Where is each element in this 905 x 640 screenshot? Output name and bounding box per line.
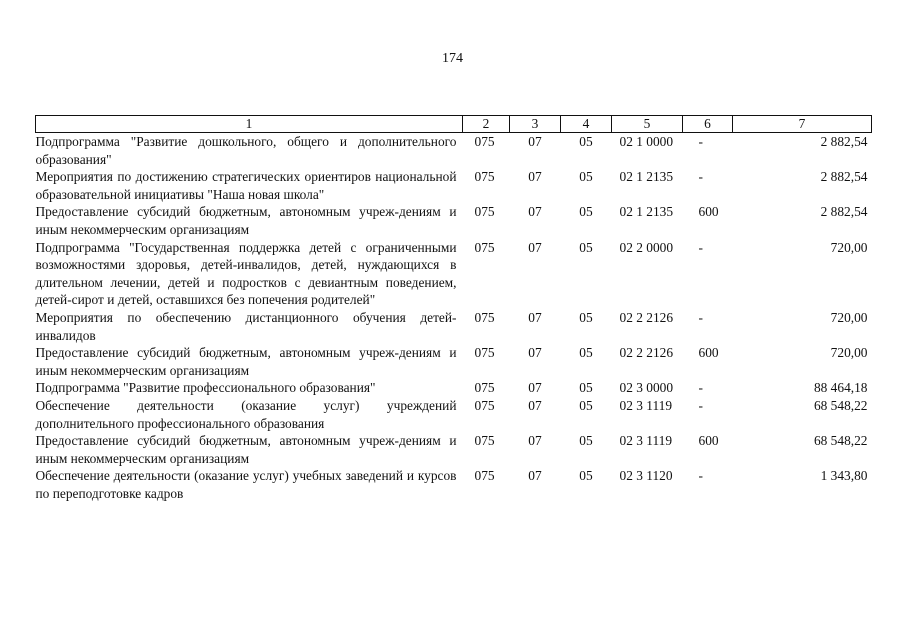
row-name: Мероприятия по достижению стратегических ориентиров национальной образовательной инициативы "Наша новая школа": [35, 169, 457, 202]
table-row: [36, 344, 872, 379]
row-target-code: 02 3 0000: [619, 380, 674, 396]
row-expense-type: -: [698, 309, 703, 325]
row-ministry-code: 075: [474, 134, 495, 149]
row-subsection-code: 05: [579, 204, 593, 220]
row-subsection-code: 05: [579, 468, 593, 484]
header-col-6: 6: [683, 116, 733, 133]
row-section-code: 07: [528, 169, 542, 185]
header-col-4: 4: [561, 116, 612, 133]
table-row: [36, 239, 872, 309]
row-expense-type: 600: [698, 345, 719, 361]
row-section-code: 07: [528, 134, 542, 149]
row-target-code: 02 1 2135: [619, 204, 674, 220]
row-ministry-code: 075: [474, 309, 495, 325]
row-expense-type: 600: [698, 433, 719, 449]
row-expense-type: -: [698, 134, 703, 149]
row-ministry-code: 075: [474, 239, 495, 255]
row-target-code: 02 2 2126: [619, 345, 674, 361]
row-target-code: 02 1 0000: [619, 134, 674, 149]
table-row: [36, 379, 872, 397]
row-subsection-code: 05: [579, 134, 593, 149]
row-amount: 2 882,54: [820, 134, 868, 149]
row-section-code: 07: [528, 433, 542, 449]
row-section-code: 07: [528, 397, 542, 413]
row-name: Предоставление субсидий бюджетным, автономным учреж-дениям и иным некоммерческим организациям: [35, 433, 457, 466]
row-subsection-code: 05: [579, 169, 593, 185]
row-name: Предоставление субсидий бюджетным, автономным учреж-дениям и иным некоммерческим организациям: [35, 345, 457, 378]
row-section-code: 07: [528, 345, 542, 361]
row-section-code: 07: [528, 309, 542, 325]
row-name: Подпрограмма "Государственная поддержка детей с ограниченными возможностями здоровья, детей-инвалидов, детей, нуждающихся в длительном лечении, детей и подростков с девиантным поведением, детей-сирот и детей, оставшихся без попечения родителей": [35, 239, 457, 308]
row-name: Предоставление субсидий бюджетным, автономным учреж-дениям и иным некоммерческим организациям: [35, 204, 457, 237]
row-amount: 720,00: [830, 239, 868, 255]
header-col-7: 7: [733, 116, 872, 133]
row-name: Подпрограмма "Развитие профессионального образования": [35, 380, 376, 396]
table-row: [36, 133, 872, 169]
row-amount: 2 882,54: [820, 204, 868, 220]
row-target-code: 02 1 2135: [619, 169, 674, 185]
row-ministry-code: 075: [474, 397, 495, 413]
row-amount: 720,00: [830, 345, 868, 361]
row-expense-type: -: [698, 169, 703, 185]
row-name: Подпрограмма "Развитие дошкольного, общего и дополнительного образования": [35, 134, 457, 167]
table-row: [36, 467, 872, 502]
row-expense-type: 600: [698, 204, 719, 220]
row-amount: 68 548,22: [813, 433, 868, 449]
row-name: Обеспечение деятельности (оказание услуг) учебных заведений и курсов по переподготовке кадров: [35, 468, 457, 501]
table-row: [36, 397, 872, 432]
row-expense-type: -: [698, 468, 703, 484]
row-target-code: 02 3 1119: [619, 433, 673, 449]
row-section-code: 07: [528, 468, 542, 484]
header-col-2: 2: [463, 116, 510, 133]
row-section-code: 07: [528, 204, 542, 220]
row-subsection-code: 05: [579, 309, 593, 325]
row-ministry-code: 075: [474, 433, 495, 449]
header-col-1: 1: [36, 116, 463, 133]
header-col-3: 3: [510, 116, 561, 133]
table-row: [36, 432, 872, 467]
row-ministry-code: 075: [474, 468, 495, 484]
row-ministry-code: 075: [474, 345, 495, 361]
row-target-code: 02 3 1120: [619, 468, 673, 484]
page-number: 174: [442, 51, 463, 66]
table-row: [36, 203, 872, 238]
row-section-code: 07: [528, 239, 542, 255]
row-subsection-code: 05: [579, 397, 593, 413]
row-name: Мероприятия по обеспечению дистанционного обучения детей-инвалидов: [35, 309, 457, 343]
row-amount: 88 464,18: [813, 380, 868, 396]
budget-table: [35, 115, 872, 502]
row-amount: 68 548,22: [813, 397, 868, 413]
row-ministry-code: 075: [474, 380, 495, 396]
row-target-code: 02 2 2126: [619, 309, 674, 325]
row-section-code: 07: [528, 380, 542, 396]
row-subsection-code: 05: [579, 380, 593, 396]
table-row: [36, 168, 872, 203]
row-amount: 720,00: [830, 309, 868, 325]
row-expense-type: -: [698, 239, 703, 255]
table-header-row: [36, 116, 872, 133]
row-ministry-code: 075: [474, 169, 495, 185]
row-subsection-code: 05: [579, 239, 593, 255]
row-target-code: 02 2 0000: [619, 239, 674, 255]
header-col-5: 5: [612, 116, 683, 133]
row-expense-type: -: [698, 397, 703, 413]
row-ministry-code: 075: [474, 204, 495, 220]
table-row: [36, 309, 872, 344]
row-amount: 2 882,54: [820, 169, 868, 185]
row-name: Обеспечение деятельности (оказание услуг) учреждений дополнительного профессионального образования: [35, 397, 457, 431]
row-target-code: 02 3 1119: [619, 397, 673, 413]
row-subsection-code: 05: [579, 345, 593, 361]
row-expense-type: -: [698, 380, 703, 396]
row-subsection-code: 05: [579, 433, 593, 449]
row-amount: 1 343,80: [820, 468, 868, 484]
